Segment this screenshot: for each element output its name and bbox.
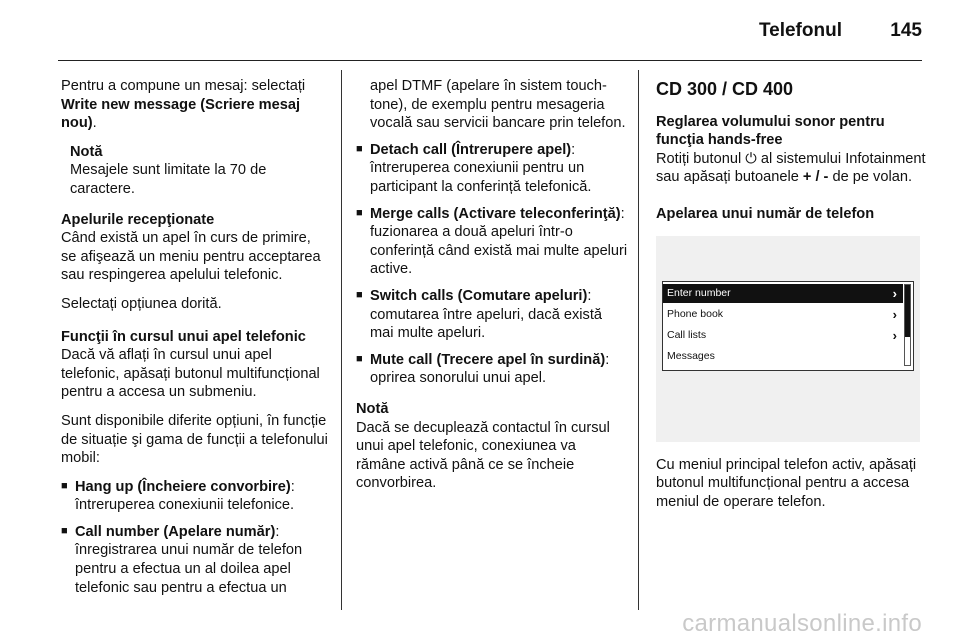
phone-menu-screenshot (656, 236, 920, 442)
list-item-call-number-continued: apel DTMF (apelare în sistem touch-tone), de exemplu pentru mesageria vocală sau servicii bancare prin telefon. (370, 78, 626, 132)
list-item-mute-call: ■ Mute call (Trecere apel în surdină): oprirea sonorului unui apel. (356, 351, 628, 388)
header-title: Telefonul (758, 20, 842, 41)
incoming-paragraph: Când există un apel în curs de primire, se afişează un meniu pentru acceptarea sau respingerea apelului telefonic. (61, 230, 321, 284)
page-header (0, 0, 960, 62)
column-3 (656, 77, 926, 521)
list-item-call-number: ■ Call number (Apelare număr): înregistrarea unui număr de telefon pentru a efectua un al doilea apel telefonic sau pentru a efectua un (61, 523, 329, 597)
note-1 (70, 143, 329, 199)
after-screen-paragraph: Cu meniul principal telefon activ, apăsați butonul multifuncțional pentru a accesa meniul de operare telefon. (656, 456, 917, 510)
section-heading-dial: Apelarea unui număr de telefon (656, 205, 875, 222)
header-rule (58, 60, 922, 61)
select-paragraph: Selectați opțiunea dorită. (61, 295, 222, 312)
phone-menu (662, 281, 914, 371)
note-label: Notă (356, 400, 389, 417)
list-item-switch-calls: ■ Switch calls (Comutare apeluri): comutarea între apeluri, dacă există mai multe apeluri. (356, 287, 628, 343)
note-label: Notă (70, 143, 103, 160)
menu-item-call-lists[interactable]: Call lists › (667, 327, 897, 343)
section-heading-incoming: Apelurile recepţionate (61, 211, 215, 228)
list-item-hang-up: ■ Hang up (Încheiere convorbire): întreruperea conexiunii telefonice. (61, 478, 329, 515)
write-new-message-label: Write new message (Scriere mesaj nou) (61, 96, 301, 132)
column-divider-1 (341, 70, 342, 610)
watermark: carmanualsonline.info (682, 610, 922, 637)
options-paragraph: Sunt disponibile diferite opțiuni, în funcție de situație şi gama de funcții a telefonului mobil: (61, 412, 328, 467)
list-item-merge-calls: ■ Merge calls (Activare teleconferinţă): fuzionarea a două apeluri într-o conferință când există mai multe apeluri active. (356, 205, 628, 279)
menu-item-messages[interactable]: Messages (667, 349, 715, 362)
note-text: Dacă se decuplează contactul în cursul unui apel telefonic, conexiunea va rămâne activă până ce se încheie convorbirea. (356, 419, 610, 492)
section-heading-volume: Reglarea volumului sonor pentru funcţia hands-free (656, 113, 885, 149)
scrollbar-thumb[interactable] (905, 285, 910, 337)
power-knob-icon: ⏻ (745, 150, 757, 167)
page-number: 145 (890, 20, 922, 41)
menu-item-phone-book[interactable]: Phone book › (667, 306, 897, 322)
functions-paragraph: Dacă vă aflați în cursul unui apel telefonic, apăsați butonul multifuncțional pentru a accesa un submeniu. (61, 347, 320, 401)
volume-paragraph: Rotiți butonul ⏻ al sistemului Infotainment sau apăsați butoanele + / - de pe volan. (656, 150, 926, 186)
column-divider-2 (638, 70, 639, 610)
section-heading-functions: Funcţii în cursul unui apel telefonic (61, 328, 306, 345)
menu-scrollbar[interactable] (904, 284, 911, 366)
chevron-right-icon: › (892, 327, 897, 343)
column-2 (356, 77, 628, 505)
chevron-right-icon: › (892, 285, 897, 301)
note-2 (356, 400, 628, 493)
list-item-detach-call: ■ Detach call (Întrerupere apel): întreruperea conexiunii pentru un participant la conferință telefonică. (356, 141, 628, 197)
chevron-right-icon: › (892, 306, 897, 322)
column-1 (61, 77, 329, 605)
compose-paragraph: Pentru a compune un mesaj: selectați Write new message (Scriere mesaj nou). (61, 78, 306, 132)
menu-item-enter-number[interactable]: Enter number › (663, 284, 903, 303)
note-text: Mesajele sunt limitate la 70 de caractere. (70, 162, 267, 197)
section-title-cd300: CD 300 / CD 400 (656, 79, 794, 99)
